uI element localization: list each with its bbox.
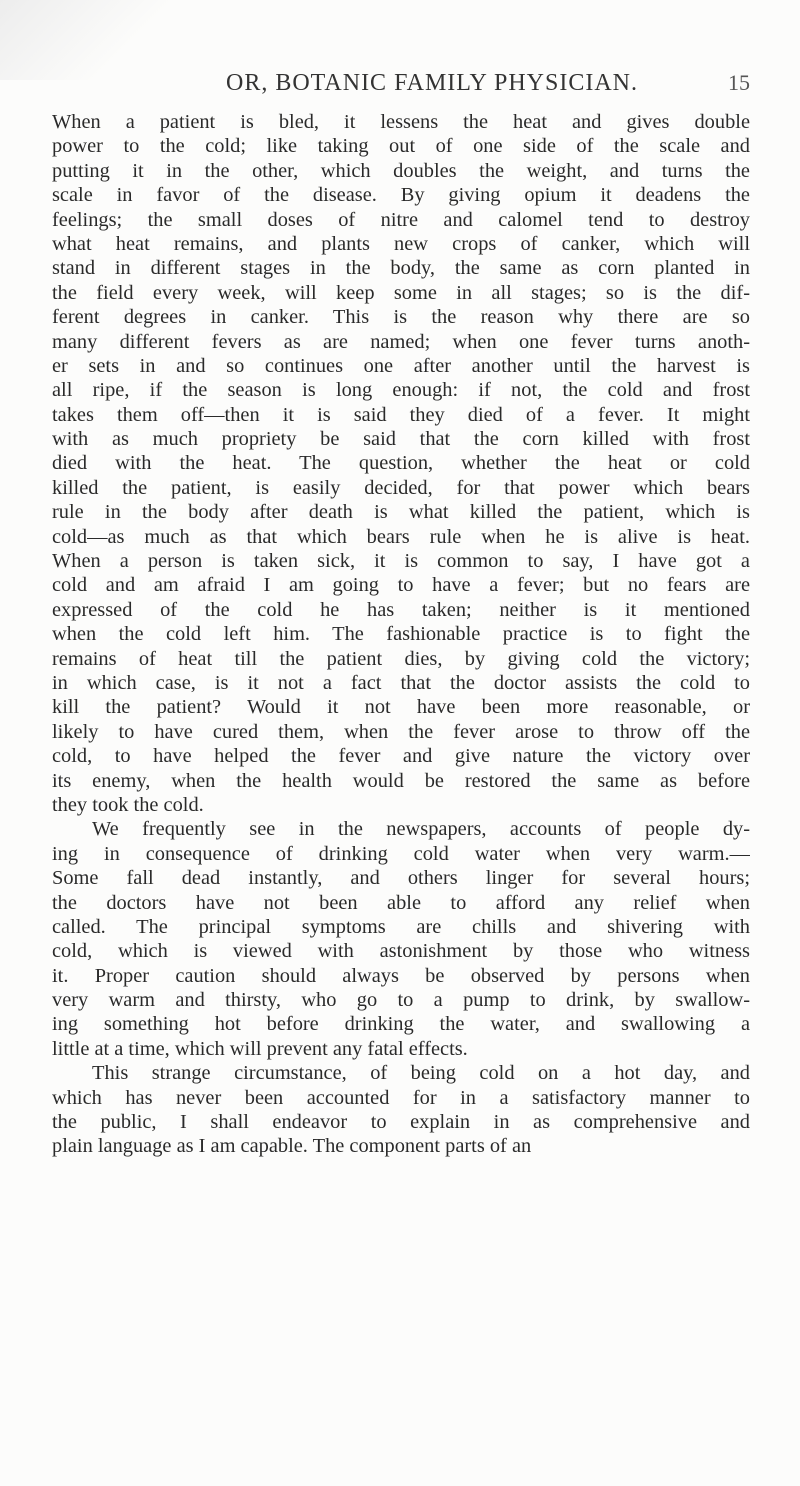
text-line: cold and am afraid I am going to have a fever; but no fears are: [52, 574, 750, 597]
text-line: the field every week, will keep some in all stages; so is the dif-: [52, 281, 750, 304]
text-line: ing in consequence of drinking cold water when very warm.—: [52, 842, 750, 865]
text-line: it. Proper caution should always be observed by persons when: [52, 964, 750, 987]
text-line: very warm and thirsty, who go to a pump to drink, by swallow-: [52, 989, 750, 1012]
running-title: OR, BOTANIC FAMILY PHYSICIAN.: [225, 70, 639, 96]
text-line: likely to have cured them, when the fever arose to throw off the: [52, 720, 750, 743]
text-line: the doctors have not been able to afford any relief when: [52, 891, 750, 914]
text-line: power to the cold; like taking out of one side of the scale and: [52, 135, 750, 158]
text-line: rule in the body after death is what killed the patient, which is: [52, 501, 750, 524]
text-line: er sets in and so continues one after another until the harvest is: [52, 354, 750, 377]
text-line: called. The principal symptoms are chills and shivering with: [52, 915, 750, 938]
paragraph: [52, 110, 750, 817]
text-line: with as much propriety be said that the corn killed with frost: [52, 428, 750, 451]
text-line: ferent degrees in canker. This is the reason why there are so: [52, 306, 750, 329]
text-line: remains of heat till the patient dies, by giving cold the victory;: [52, 647, 750, 670]
text-line: feelings; the small doses of nitre and calomel tend to destroy: [52, 208, 750, 231]
text-line: Some fall dead instantly, and others linger for several hours;: [52, 867, 750, 890]
page-number: 15: [728, 70, 750, 95]
text-line: This strange circumstance, of being cold on a hot day, and: [92, 1062, 750, 1085]
text-line: cold, which is viewed with astonishment by those who witness: [52, 940, 750, 963]
text-line: little at a time, which will prevent any fatal effects.: [52, 1037, 468, 1060]
paragraph: [52, 1061, 750, 1159]
text-line: what heat remains, and plants new crops of canker, which will: [52, 232, 750, 255]
paragraph: [52, 817, 750, 1061]
text-line: When a patient is bled, it lessens the heat and gives double: [52, 111, 750, 133]
text-line: scale in favor of the disease. By giving opium it deadens the: [52, 184, 750, 207]
body-text: [52, 110, 750, 1159]
text-line: the public, I shall endeavor to explain in as comprehensive and: [52, 1111, 750, 1134]
text-line: ing something hot before drinking the water, and swallowing a: [52, 1013, 750, 1036]
text-line: died with the heat. The question, whether the heat or cold: [52, 452, 750, 475]
text-line: all ripe, if the season is long enough: if not, the cold and frost: [52, 379, 750, 402]
text-line: kill the patient? Would it not have been more reasonable, or: [52, 696, 750, 719]
text-line: killed the patient, is easily decided, for that power which bears: [52, 476, 750, 499]
text-line: putting it in the other, which doubles the weight, and turns the: [52, 159, 750, 182]
text-line: in which case, is it not a fact that the doctor assists the cold to: [52, 671, 750, 694]
running-head: [52, 0, 750, 110]
text-line: takes them off—then it is said they died of a fever. It might: [52, 403, 750, 426]
text-line: We frequently see in the newspapers, accounts of people dy-: [92, 818, 750, 841]
text-line: they took the cold.: [52, 793, 204, 816]
text-line: cold—as much as that which bears rule when he is alive is heat.: [52, 525, 750, 548]
text-line: When a person is taken sick, it is common to say, I have got a: [52, 550, 750, 573]
text-line: cold, to have helped the fever and give nature the victory over: [52, 745, 750, 768]
text-line: which has never been accounted for in a satisfactory manner to: [52, 1086, 750, 1109]
text-line: expressed of the cold he has taken; neither is it mentioned: [52, 598, 750, 621]
text-line: its enemy, when the health would be restored the same as before: [52, 769, 750, 792]
text-line: many different fevers as are named; when one fever turns anoth-: [52, 330, 750, 353]
text-line: plain language as I am capable. The component parts of an: [52, 1135, 532, 1158]
text-line: when the cold left him. The fashionable practice is to fight the: [52, 623, 750, 646]
text-line: stand in different stages in the body, the same as corn planted in: [52, 257, 750, 280]
